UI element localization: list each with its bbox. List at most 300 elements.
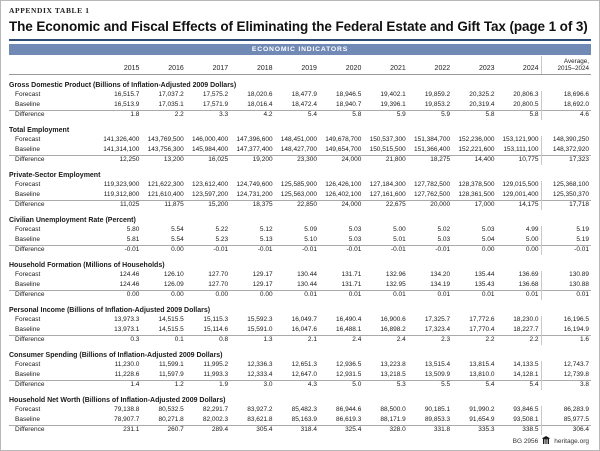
- value-cell: 14,133.5: [513, 361, 539, 369]
- value-cell: 18,016.4: [247, 100, 273, 108]
- value-cell: 129.17: [252, 271, 273, 279]
- value-cell: 13,509.9: [424, 370, 451, 378]
- value-cell: 0.00: [497, 245, 541, 255]
- value-cell: 0.01: [452, 290, 496, 300]
- value-cell: 5.02: [437, 226, 451, 234]
- value-cell: 3.0: [230, 380, 274, 390]
- footer: [513, 436, 589, 446]
- value-cell: 134.20: [430, 271, 451, 279]
- value-cell: 149,654,700: [325, 145, 362, 153]
- value-cell: 15,200: [186, 200, 230, 210]
- value-cell: 151,384,700: [413, 136, 451, 144]
- value-cell: 149,678,700: [325, 136, 362, 144]
- value-cell: 148,427,700: [280, 145, 317, 153]
- value-cell: 147,396,600: [236, 136, 273, 144]
- corner-cell: [9, 56, 97, 75]
- row-label: Difference: [9, 245, 97, 255]
- value-cell: 141,314,100: [103, 145, 140, 153]
- row-label: Forecast: [15, 181, 41, 189]
- value-cell: 127.70: [208, 271, 229, 279]
- value-cell: 5.00: [525, 235, 539, 243]
- value-cell: 5.81: [126, 235, 140, 243]
- value-cell: 128,378,500: [458, 181, 495, 189]
- value-cell: 3.3: [186, 110, 230, 120]
- table-row: [9, 91, 591, 101]
- value-cell: 125,563,000: [280, 190, 317, 198]
- value-cell: 318.4: [275, 425, 319, 435]
- value-cell: 86,619.3: [336, 415, 362, 423]
- value-cell: 2.1: [275, 335, 319, 345]
- value-cell: 126.10: [163, 271, 184, 279]
- value-cell: 14,175: [497, 200, 541, 210]
- year-header: 2015: [97, 56, 141, 75]
- table-row: [9, 380, 591, 390]
- value-cell: 82,002.3: [202, 415, 229, 423]
- average-header: Average, 2015–2024: [541, 56, 591, 75]
- value-cell: 5.09: [304, 226, 317, 234]
- value-cell: 91,990.2: [469, 406, 495, 414]
- section-title: Consumer Spending (Billions of Inflation-Adjusted 2009 Dollars): [9, 352, 223, 360]
- value-cell: 18,946.5: [336, 91, 362, 99]
- row-label: Difference: [9, 380, 97, 390]
- value-cell: 125,368,100: [541, 181, 591, 191]
- value-cell: 24,000: [319, 200, 363, 210]
- value-cell: 153,111,100: [503, 145, 539, 153]
- value-cell: 132.96: [385, 271, 406, 279]
- value-cell: 14,515.5: [158, 325, 184, 333]
- value-cell: 88,500.0: [380, 406, 406, 414]
- table-row: [9, 325, 591, 335]
- value-cell: 11,230.0: [114, 361, 140, 369]
- value-cell: 16,900.6: [380, 316, 406, 324]
- value-cell: 18,692.0: [541, 100, 591, 110]
- value-cell: 124,731,200: [236, 190, 273, 198]
- row-label: Difference: [9, 110, 97, 120]
- value-cell: 12,936.5: [336, 361, 362, 369]
- value-cell: 22,850: [275, 200, 319, 210]
- value-cell: 2.2: [497, 335, 541, 345]
- value-cell: 5.23: [215, 235, 229, 243]
- value-cell: 19,200: [230, 155, 274, 165]
- value-cell: 1.4: [97, 380, 141, 390]
- table-row: [9, 335, 591, 345]
- value-cell: 11,228.6: [114, 370, 140, 378]
- value-cell: 17,718: [541, 200, 591, 210]
- value-cell: 0.01: [363, 290, 407, 300]
- title-rule: [9, 39, 591, 41]
- value-cell: 143,769,500: [147, 136, 184, 144]
- table-row: [9, 110, 591, 120]
- value-cell: -0.01: [363, 245, 407, 255]
- value-cell: 2.3: [408, 335, 452, 345]
- value-cell: 121,622,300: [147, 181, 184, 189]
- value-cell: 11,599.1: [158, 361, 184, 369]
- economic-indicators-band: ECONOMIC INDICATORS: [9, 44, 591, 55]
- value-cell: 0.00: [141, 290, 185, 300]
- section-title-row: [9, 390, 591, 406]
- value-cell: 306.4: [541, 425, 591, 435]
- value-cell: 16,898.2: [380, 325, 406, 333]
- value-cell: 11,025: [97, 200, 141, 210]
- value-cell: 5.0: [319, 380, 363, 390]
- value-cell: -0.01: [97, 245, 141, 255]
- value-cell: 127,762,500: [413, 190, 451, 198]
- value-cell: 13,223.8: [380, 361, 406, 369]
- value-cell: 331.8: [408, 425, 452, 435]
- value-cell: 16,488.1: [336, 325, 362, 333]
- value-cell: 20,800.5: [513, 100, 539, 108]
- value-cell: 13,973.3: [114, 316, 140, 324]
- row-label: Forecast: [15, 406, 41, 414]
- value-cell: 10,775: [497, 155, 541, 165]
- value-cell: 16,515.7: [114, 91, 140, 99]
- value-cell: 1.8: [97, 110, 141, 120]
- year-header: 2021: [363, 56, 407, 75]
- value-cell: 15,591.0: [247, 325, 273, 333]
- value-cell: 126,426,100: [325, 181, 362, 189]
- value-cell: 12,743.7: [541, 361, 591, 371]
- value-cell: 79,138.8: [114, 406, 140, 414]
- value-cell: 5.8: [497, 110, 541, 120]
- row-label: Baseline: [15, 280, 40, 288]
- value-cell: 146,000,400: [192, 136, 229, 144]
- value-cell: 0.00: [141, 245, 185, 255]
- value-cell: 152,221,600: [458, 145, 495, 153]
- value-cell: 86,283.9: [541, 406, 591, 416]
- value-cell: 135.44: [474, 271, 495, 279]
- value-cell: 17,323.4: [424, 325, 451, 333]
- row-label: Baseline: [15, 100, 40, 108]
- value-cell: 14,128.1: [513, 370, 539, 378]
- table-row: [9, 245, 591, 255]
- value-cell: 0.8: [186, 335, 230, 345]
- row-label: Forecast: [15, 91, 41, 99]
- value-cell: 19,396.1: [380, 100, 406, 108]
- table-row: [9, 235, 591, 245]
- value-cell: 5.4: [497, 380, 541, 390]
- value-cell: 4.3: [275, 380, 319, 390]
- value-cell: 5.19: [541, 226, 591, 236]
- value-cell: 2.4: [363, 335, 407, 345]
- value-cell: 19,402.1: [380, 91, 406, 99]
- value-cell: 20,806.3: [513, 91, 539, 99]
- value-cell: 260.7: [141, 425, 185, 435]
- value-cell: 134.19: [430, 280, 451, 288]
- value-cell: 15,114.6: [203, 325, 229, 333]
- row-label: Baseline: [15, 235, 40, 243]
- value-cell: -0.01: [541, 245, 591, 255]
- table-row: [9, 425, 591, 435]
- value-cell: 148,451,000: [280, 136, 317, 144]
- value-cell: 131.71: [341, 271, 362, 279]
- value-cell: 93,846.5: [513, 406, 539, 414]
- value-cell: 17,000: [452, 200, 496, 210]
- section-title: Household Net Worth (Billions of Inflation-Adjusted 2009 Dollars): [9, 397, 226, 405]
- value-cell: 128,361,500: [458, 190, 495, 198]
- row-label: Difference: [9, 335, 97, 345]
- value-cell: 13,815.4: [469, 361, 495, 369]
- row-label: Baseline: [15, 325, 40, 333]
- section-title: Gross Domestic Product (Billions of Inflation-Adjusted 2009 Dollars): [9, 82, 237, 90]
- value-cell: 16,513.9: [114, 100, 140, 108]
- value-cell: 123,612,400: [192, 181, 229, 189]
- value-cell: 338.5: [497, 425, 541, 435]
- value-cell: 19,859.2: [424, 91, 451, 99]
- value-cell: 325.4: [319, 425, 363, 435]
- section-title: Total Employment: [9, 127, 70, 135]
- value-cell: 127,184,300: [369, 181, 406, 189]
- value-cell: 0.01: [497, 290, 541, 300]
- value-cell: 5.03: [437, 235, 451, 243]
- column-header-row: [9, 56, 591, 75]
- value-cell: 1.3: [230, 335, 274, 345]
- value-cell: 141,326,400: [103, 136, 140, 144]
- value-cell: 5.4: [275, 110, 319, 120]
- value-cell: 151,366,400: [413, 145, 451, 153]
- value-cell: 5.01: [393, 235, 406, 243]
- value-cell: 5.54: [171, 226, 184, 234]
- value-cell: 83,927.2: [247, 406, 273, 414]
- value-cell: 24,000: [319, 155, 363, 165]
- value-cell: 143,756,300: [147, 145, 184, 153]
- year-header: 2018: [230, 56, 274, 75]
- value-cell: 15,115.3: [203, 316, 229, 324]
- value-cell: 5.10: [304, 235, 317, 243]
- value-cell: 152,236,000: [458, 136, 495, 144]
- value-cell: 12,739.8: [541, 370, 591, 380]
- value-cell: 14,515.5: [158, 316, 184, 324]
- value-cell: 80,532.5: [158, 406, 184, 414]
- value-cell: 129.17: [252, 280, 273, 288]
- value-cell: 0.00: [97, 290, 141, 300]
- value-cell: 124,749,600: [236, 181, 273, 189]
- value-cell: 5.12: [259, 226, 273, 234]
- year-header: 2019: [275, 56, 319, 75]
- value-cell: 150,537,300: [369, 136, 406, 144]
- value-cell: 132.95: [385, 280, 406, 288]
- value-cell: 20,000: [408, 200, 452, 210]
- section-title-row: [9, 75, 591, 91]
- value-cell: 12,336.3: [247, 361, 273, 369]
- value-cell: 16,194.9: [541, 325, 591, 335]
- value-cell: 16,047.6: [291, 325, 317, 333]
- row-label: Forecast: [15, 226, 41, 234]
- row-label: Forecast: [15, 136, 41, 144]
- value-cell: 91,654.9: [469, 415, 495, 423]
- value-cell: 0.01: [319, 290, 363, 300]
- row-label: Difference: [9, 425, 97, 435]
- value-cell: 5.03: [348, 235, 362, 243]
- value-cell: 15,592.3: [247, 316, 273, 324]
- table-row: [9, 181, 591, 191]
- row-label: Baseline: [15, 415, 40, 423]
- value-cell: 130.88: [541, 280, 591, 290]
- value-cell: 5.13: [259, 235, 273, 243]
- value-cell: 16,196.5: [541, 316, 591, 326]
- row-label: Difference: [9, 290, 97, 300]
- value-cell: 18,696.6: [541, 91, 591, 101]
- value-cell: 17,571.9: [202, 100, 229, 108]
- value-cell: 88,171.9: [380, 415, 406, 423]
- value-cell: 148,372,920: [541, 145, 591, 155]
- economic-indicators-table: [9, 56, 591, 435]
- value-cell: 20,319.4: [469, 100, 495, 108]
- value-cell: 5.4: [452, 380, 496, 390]
- value-cell: 18,477.9: [291, 91, 317, 99]
- value-cell: 12,333.4: [247, 370, 273, 378]
- row-label: Baseline: [15, 370, 40, 378]
- value-cell: -0.01: [186, 245, 230, 255]
- table-row: [9, 406, 591, 416]
- value-cell: 17,323: [541, 155, 591, 165]
- year-header: 2023: [452, 56, 496, 75]
- section-title: Personal Income (Billions of Inflation-Adjusted 2009 Dollars): [9, 307, 211, 315]
- value-cell: 305.4: [230, 425, 274, 435]
- value-cell: 17,575.2: [202, 91, 229, 99]
- table-row: [9, 145, 591, 155]
- value-cell: 5.04: [481, 235, 495, 243]
- appendix-label: APPENDIX TABLE 1: [9, 6, 90, 15]
- value-cell: 135.43: [474, 280, 495, 288]
- value-cell: 0.01: [275, 290, 319, 300]
- value-cell: 289.4: [186, 425, 230, 435]
- value-cell: 17,772.6: [469, 316, 495, 324]
- value-cell: 5.19: [541, 235, 591, 245]
- value-cell: 11,993.3: [203, 370, 229, 378]
- value-cell: 4.2: [230, 110, 274, 120]
- value-cell: 13,515.4: [424, 361, 451, 369]
- value-cell: 12,931.5: [336, 370, 362, 378]
- value-cell: 3.8: [541, 380, 591, 390]
- value-cell: 123,597,200: [192, 190, 229, 198]
- value-cell: 150,515,500: [369, 145, 406, 153]
- section-title-row: [9, 255, 591, 271]
- year-header: 2017: [186, 56, 230, 75]
- value-cell: 136.68: [518, 280, 539, 288]
- value-cell: 1.2: [141, 380, 185, 390]
- value-cell: 23,300: [275, 155, 319, 165]
- value-cell: 119,323,900: [103, 181, 140, 189]
- value-cell: 16,490.4: [336, 316, 362, 324]
- value-cell: 5.9: [363, 110, 407, 120]
- value-cell: -0.01: [408, 245, 452, 255]
- table-row: [9, 100, 591, 110]
- value-cell: 89,853.3: [424, 415, 451, 423]
- year-header: 2016: [141, 56, 185, 75]
- value-cell: 80,271.8: [158, 415, 184, 423]
- value-cell: 125,350,370: [541, 190, 591, 200]
- value-cell: 17,770.4: [469, 325, 495, 333]
- value-cell: 82,291.7: [202, 406, 229, 414]
- row-label: Forecast: [15, 316, 41, 324]
- value-cell: 4.99: [525, 226, 539, 234]
- value-cell: 125,585,900: [280, 181, 317, 189]
- value-cell: 5.00: [393, 226, 406, 234]
- value-cell: 145,984,400: [192, 145, 229, 153]
- year-header: 2020: [319, 56, 363, 75]
- value-cell: 4.6: [541, 110, 591, 120]
- value-cell: 148,390,250: [541, 136, 591, 146]
- value-cell: 5.9: [408, 110, 452, 120]
- value-cell: 19,853.2: [424, 100, 451, 108]
- section-title: Private-Sector Employment: [9, 172, 101, 180]
- value-cell: 16,049.7: [291, 316, 317, 324]
- value-cell: 124.46: [119, 271, 140, 279]
- value-cell: 13,810.0: [469, 370, 495, 378]
- value-cell: 5.8: [319, 110, 363, 120]
- value-cell: 136.69: [518, 271, 539, 279]
- value-cell: 119,312,800: [103, 190, 140, 198]
- value-cell: 131.71: [341, 280, 362, 288]
- table-row: [9, 155, 591, 165]
- value-cell: 13,973.1: [114, 325, 140, 333]
- value-cell: 124.46: [119, 280, 140, 288]
- value-cell: 12,651.3: [291, 361, 317, 369]
- value-cell: 17,325.7: [424, 316, 451, 324]
- value-cell: 5.03: [481, 226, 495, 234]
- value-cell: 93,508.1: [513, 415, 539, 423]
- value-cell: 130.89: [541, 271, 591, 281]
- value-cell: 0.01: [541, 290, 591, 300]
- table-row: [9, 280, 591, 290]
- year-header: 2024: [497, 56, 541, 75]
- value-cell: -0.01: [319, 245, 363, 255]
- table-row: [9, 361, 591, 371]
- value-cell: -0.01: [230, 245, 274, 255]
- value-cell: 13,200: [141, 155, 185, 165]
- value-cell: 18,275: [408, 155, 452, 165]
- value-cell: 5.5: [408, 380, 452, 390]
- heritage-logo-icon: [542, 436, 550, 446]
- value-cell: 85,163.9: [291, 415, 317, 423]
- section-title-row: [9, 300, 591, 316]
- value-cell: 18,472.4: [291, 100, 317, 108]
- value-cell: 85,482.3: [291, 406, 317, 414]
- report-id: BG 2956: [512, 437, 539, 445]
- value-cell: 129,015,500: [502, 181, 539, 189]
- value-cell: 90,185.1: [424, 406, 451, 414]
- section-title: Household Formation (Millions of Households): [9, 262, 165, 270]
- table-row: [9, 226, 591, 236]
- value-cell: 0.1: [141, 335, 185, 345]
- value-cell: 127,782,500: [413, 181, 451, 189]
- value-cell: 18,227.7: [513, 325, 539, 333]
- value-cell: 14,400: [452, 155, 496, 165]
- value-cell: 21,800: [363, 155, 407, 165]
- value-cell: 5.3: [363, 380, 407, 390]
- value-cell: 20,325.2: [469, 91, 495, 99]
- value-cell: 0.00: [186, 290, 230, 300]
- value-cell: 0.00: [230, 290, 274, 300]
- value-cell: 18,940.7: [336, 100, 362, 108]
- value-cell: 1.6: [541, 335, 591, 345]
- value-cell: 17,035.1: [158, 100, 184, 108]
- value-cell: 0.3: [97, 335, 141, 345]
- value-cell: 2.2: [452, 335, 496, 345]
- value-cell: 11,597.9: [158, 370, 184, 378]
- site-link: heritage.org: [554, 437, 589, 445]
- value-cell: 127.70: [208, 280, 229, 288]
- page-title: The Economic and Fiscal Effects of Eliminating the Federal Estate and Gift Tax (page 1 of 3): [9, 19, 588, 34]
- table-row: [9, 271, 591, 281]
- row-label: Baseline: [15, 145, 40, 153]
- value-cell: 12,250: [97, 155, 141, 165]
- value-cell: 129,001,400: [502, 190, 539, 198]
- value-cell: 2.2: [141, 110, 185, 120]
- value-cell: 12,647.0: [291, 370, 317, 378]
- row-label: Baseline: [15, 190, 40, 198]
- value-cell: 17,037.2: [158, 91, 184, 99]
